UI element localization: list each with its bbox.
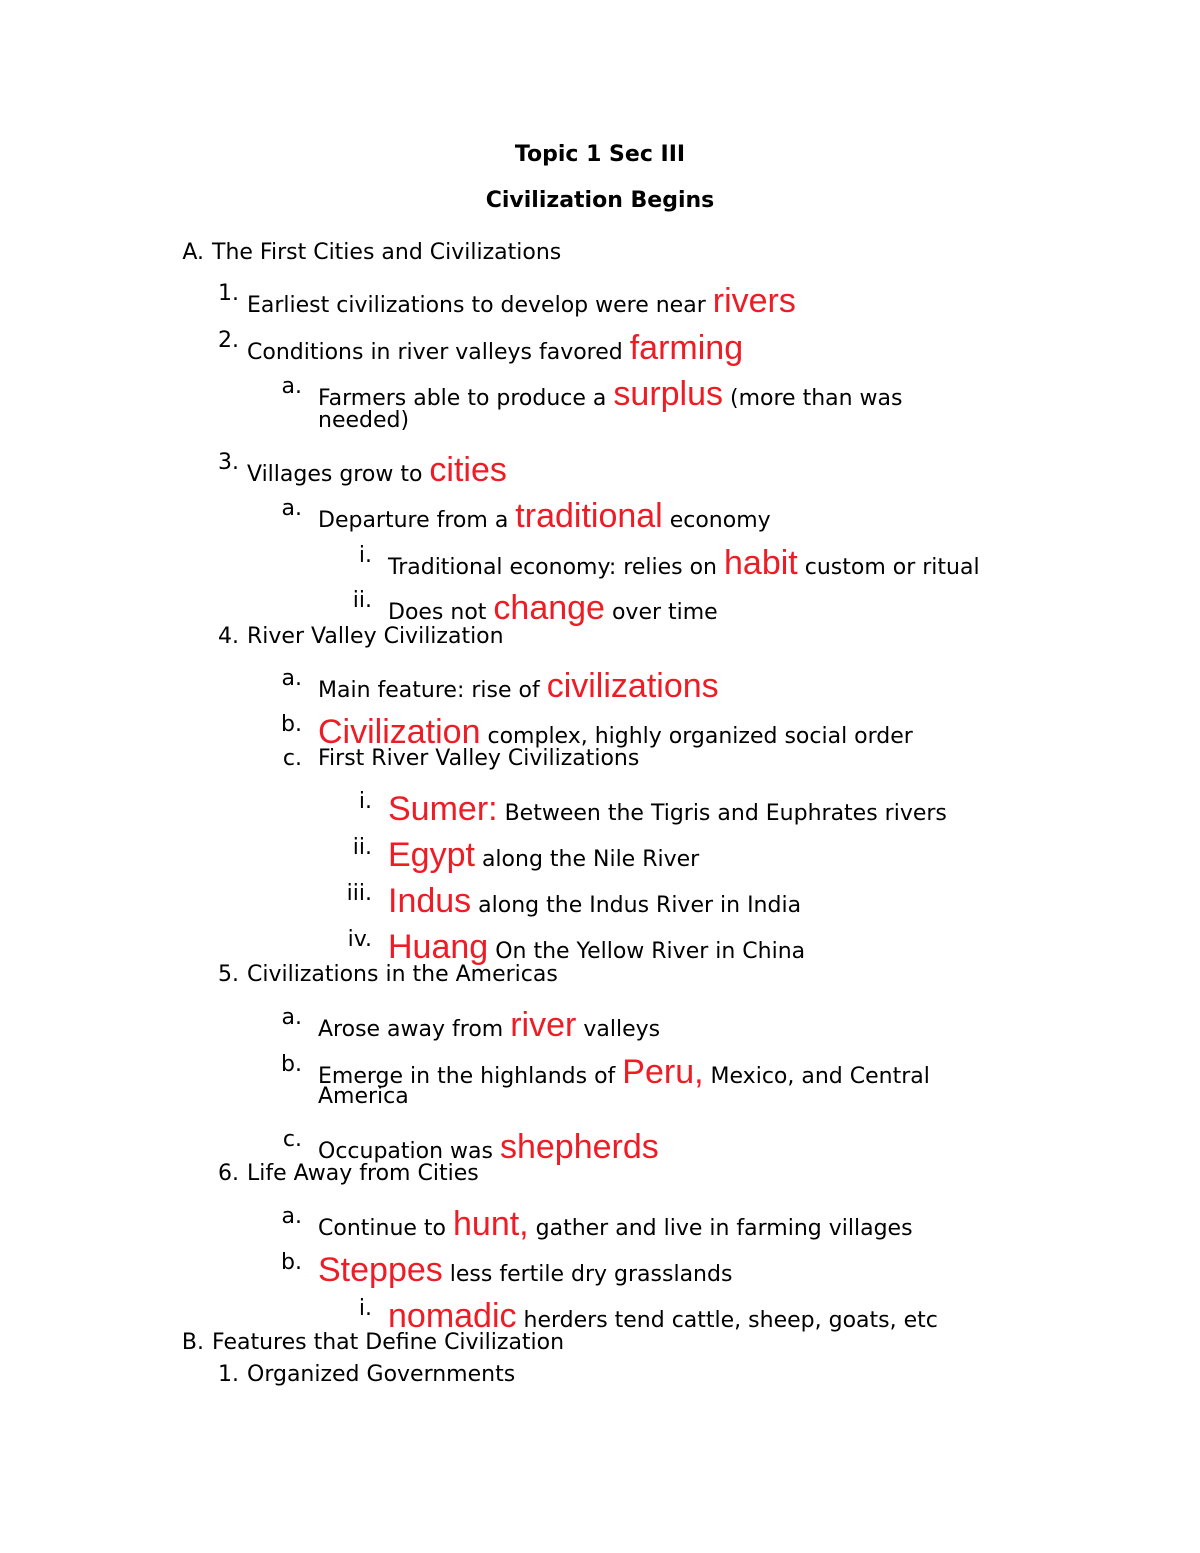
outline-text: Does not	[388, 600, 494, 625]
fill-in-answer: change	[493, 589, 605, 627]
outline-marker: 6.	[218, 1161, 239, 1186]
outline-text: Conditions in river valleys favored	[247, 340, 630, 365]
outline-item	[318, 1204, 913, 1245]
document-title: Topic 1 Sec III	[514, 142, 686, 167]
fill-in-answer: Steppes	[318, 1251, 443, 1289]
outline-text: Farmers able to produce a	[318, 386, 614, 411]
outline-item	[388, 881, 801, 922]
outline-marker: i.	[358, 789, 372, 814]
outline-text: Earliest civilizations to develop were near	[247, 293, 713, 318]
fill-in-answer: Egypt	[388, 836, 475, 874]
outline-text: over time	[604, 600, 718, 625]
outline-item	[247, 962, 558, 988]
outline-text: River Valley Civilization	[247, 624, 504, 649]
document-subtitle: Civilization Begins	[485, 188, 715, 213]
outline-item	[318, 1052, 930, 1093]
fill-in-answer: surplus	[613, 375, 724, 413]
outline-text: First River Valley Civilizations	[318, 746, 640, 771]
outline-text: along the Nile River	[474, 847, 700, 872]
fill-in-answer: Sumer:	[388, 790, 498, 828]
outline-marker: iv.	[347, 927, 372, 952]
outline-marker: c.	[282, 1127, 302, 1152]
outline-item	[247, 450, 507, 491]
outline-marker: ii.	[352, 588, 372, 613]
outline-marker: 3.	[218, 450, 239, 475]
outline-marker: A.	[182, 240, 204, 265]
outline-item	[212, 240, 561, 266]
outline-marker: a.	[281, 374, 302, 399]
outline-text: Features that Define Civilization	[212, 1330, 565, 1355]
outline-text: along the Indus River in India	[471, 893, 802, 918]
outline-marker: 1.	[218, 1362, 239, 1387]
outline-marker: ii.	[352, 835, 372, 860]
outline-text: economy	[662, 508, 771, 533]
outline-text: Traditional economy: relies on	[388, 555, 724, 580]
outline-marker: 2.	[218, 328, 239, 353]
outline-marker: i.	[358, 1296, 372, 1321]
outline-text: Organized Governments	[247, 1362, 516, 1387]
outline-item	[388, 588, 718, 629]
outline-text: Occupation was	[318, 1139, 500, 1164]
outline-marker: a.	[281, 1204, 302, 1229]
outline-marker: iii.	[346, 881, 372, 906]
outline-text: Continue to	[318, 1216, 453, 1241]
outline-text: valleys	[576, 1017, 661, 1042]
outline-text: Mexico, and Central	[703, 1064, 930, 1089]
outline-text: gather and live in farming villages	[528, 1216, 913, 1241]
outline-text: Main feature: rise of	[318, 678, 547, 703]
outline-item	[318, 746, 639, 772]
outline-item	[318, 1250, 732, 1291]
outline-text: Departure from a	[318, 508, 516, 533]
outline-item	[247, 1161, 479, 1187]
outline-marker: 5.	[218, 962, 239, 987]
outline-text: herders tend cattle, sheep, goats, etc	[516, 1308, 938, 1333]
outline-item	[247, 281, 796, 322]
fill-in-answer: Peru,	[622, 1053, 704, 1091]
fill-in-answer: rivers	[712, 282, 796, 320]
outline-marker: b.	[281, 712, 302, 737]
outline-text: (more than was	[723, 386, 903, 411]
outline-text: America	[318, 1084, 409, 1109]
outline-item	[247, 1362, 515, 1388]
outline-item	[388, 543, 980, 584]
outline-marker: a.	[281, 1005, 302, 1030]
fill-in-answer: habit	[724, 544, 798, 582]
fill-in-answer: cities	[429, 451, 507, 489]
outline-item	[247, 624, 504, 650]
outline-text: Emerge in the highlands of	[318, 1064, 623, 1089]
fill-in-answer: Huang	[388, 928, 489, 966]
outline-text: Between the Tigris and Euphrates rivers	[497, 801, 947, 826]
outline-text: complex, highly organized social order	[480, 724, 913, 749]
outline-item	[247, 328, 743, 369]
outline-item	[212, 1330, 564, 1356]
outline-text: Civilizations in the Americas	[247, 962, 558, 987]
outline-text: needed)	[318, 408, 410, 433]
outline-marker: 1.	[218, 281, 239, 306]
outline-item	[318, 666, 719, 707]
outline-marker: c.	[282, 746, 302, 771]
outline-text: less fertile dry grasslands	[442, 1262, 733, 1287]
outline-marker: i.	[358, 543, 372, 568]
outline-item	[318, 1005, 660, 1046]
fill-in-answer: Civilization	[318, 713, 481, 751]
outline-text: On the Yellow River in China	[488, 939, 806, 964]
outline-marker: 4.	[218, 624, 239, 649]
outline-item	[318, 496, 771, 537]
outline-text: The First Cities and Civilizations	[212, 240, 562, 265]
fill-in-answer: civilizations	[546, 667, 719, 705]
outline-text: Arose away from	[318, 1017, 511, 1042]
outline-marker: b.	[281, 1052, 302, 1077]
fill-in-answer: river	[510, 1006, 577, 1044]
outline-text: custom or ritual	[797, 555, 980, 580]
outline-item	[318, 1084, 409, 1110]
outline-marker: b.	[281, 1250, 302, 1275]
outline-text: Villages grow to	[247, 462, 430, 487]
fill-in-answer: Indus	[388, 882, 472, 920]
outline-marker: a.	[281, 496, 302, 521]
outline-text: Life Away from Cities	[247, 1161, 479, 1186]
outline-marker: B.	[181, 1330, 204, 1355]
fill-in-answer: farming	[629, 329, 744, 367]
outline-item	[388, 835, 699, 876]
fill-in-answer: traditional	[515, 497, 663, 535]
outline-marker: a.	[281, 666, 302, 691]
outline-item	[388, 789, 947, 830]
fill-in-answer: shepherds	[499, 1128, 659, 1166]
outline-item	[318, 408, 409, 434]
fill-in-answer: nomadic	[388, 1297, 517, 1335]
fill-in-answer: hunt,	[453, 1205, 529, 1243]
